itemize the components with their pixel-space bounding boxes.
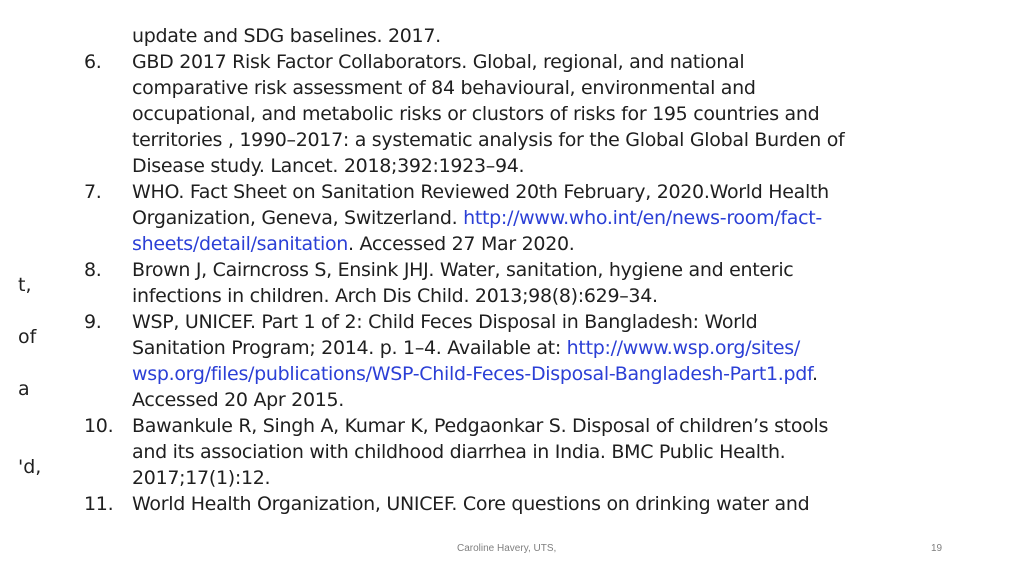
reference-line bbox=[132, 49, 744, 75]
reference-line bbox=[132, 153, 524, 179]
reference-text: update and SDG baselines. 2017. bbox=[132, 25, 441, 47]
reference-line bbox=[132, 23, 441, 49]
reference-line bbox=[132, 179, 829, 205]
reference-text: WSP, UNICEF. Part 1 of 2: Child Feces Disposal in Bangladesh: World bbox=[132, 311, 758, 333]
reference-text: . Accessed 27 Mar 2020. bbox=[348, 233, 575, 255]
reference-line bbox=[132, 101, 819, 127]
reference-number: 7. bbox=[84, 181, 102, 203]
reference-link[interactable]: wsp.org/files/publications/WSP-Child-Feces-Disposal-Bangladesh-Part1.pdf bbox=[132, 363, 813, 385]
reference-text: occupational, and metabolic risks or clustors of risks for 195 countries and bbox=[132, 103, 820, 125]
reference-number: 11. bbox=[84, 493, 114, 515]
reference-line bbox=[132, 257, 793, 283]
reference-text: Sanitation Program; 2014. p. 1–4. Available at: bbox=[132, 337, 567, 359]
reference-line bbox=[132, 127, 844, 153]
reference-number: 9. bbox=[84, 311, 102, 333]
reference-text: . bbox=[812, 363, 818, 385]
reference-link[interactable]: http://www.who.int/en/news-room/fact- bbox=[463, 207, 822, 229]
reference-text: Brown J, Cairncross S, Ensink JHJ. Water, sanitation, hygiene and enteric bbox=[132, 259, 794, 281]
reference-text: Organization, Geneva, Switzerland. bbox=[132, 207, 464, 229]
left-text-fragment: 'd, bbox=[18, 456, 42, 478]
reference-text: Bawankule R, Singh A, Kumar K, Pedgaonkar S. Disposal of children’s stools bbox=[132, 415, 829, 437]
slide-page-number: 19 bbox=[931, 543, 943, 554]
reference-text: and its association with childhood diarrhea in India. BMC Public Health. bbox=[132, 441, 786, 463]
reference-line bbox=[132, 335, 800, 361]
reference-text: Accessed 20 Apr 2015. bbox=[132, 389, 345, 411]
reference-text: territories , 1990–2017: a systematic analysis for the Global Global Burden of bbox=[132, 129, 845, 151]
reference-line bbox=[132, 205, 822, 231]
reference-line bbox=[132, 465, 270, 491]
reference-number: 8. bbox=[84, 259, 102, 281]
reference-line bbox=[132, 439, 785, 465]
reference-text: 2017;17(1):12. bbox=[132, 467, 271, 489]
reference-line bbox=[132, 75, 756, 101]
reference-line bbox=[132, 309, 757, 335]
left-text-fragment: of bbox=[18, 326, 37, 348]
left-text-fragment: a bbox=[18, 378, 30, 400]
reference-text: Disease study. Lancet. 2018;392:1923–94. bbox=[132, 155, 525, 177]
reference-text: WHO. Fact Sheet on Sanitation Reviewed 20th February, 2020.World Health bbox=[132, 181, 829, 203]
reference-line bbox=[132, 491, 809, 517]
reference-text: World Health Organization, UNICEF. Core questions on drinking water and bbox=[132, 493, 810, 515]
reference-number: 6. bbox=[84, 51, 102, 73]
left-text-fragment: t, bbox=[18, 274, 32, 296]
reference-link[interactable]: sheets/detail/sanitation bbox=[132, 233, 349, 255]
reference-line bbox=[132, 387, 344, 413]
reference-line bbox=[132, 413, 828, 439]
footer-author: Caroline Havery, UTS, bbox=[457, 543, 557, 554]
reference-text: GBD 2017 Risk Factor Collaborators. Global, regional, and national bbox=[132, 51, 745, 73]
reference-text: comparative risk assessment of 84 behavioural, environmental and bbox=[132, 77, 756, 99]
reference-line bbox=[132, 283, 658, 309]
reference-list bbox=[0, 25, 1024, 518]
reference-text: infections in children. Arch Dis Child. 2013;98(8):629–34. bbox=[132, 285, 658, 307]
reference-line bbox=[132, 361, 818, 387]
reference-number: 10. bbox=[84, 415, 114, 437]
reference-link[interactable]: http://www.wsp.org/sites/ bbox=[566, 337, 801, 359]
reference-line bbox=[132, 231, 575, 257]
